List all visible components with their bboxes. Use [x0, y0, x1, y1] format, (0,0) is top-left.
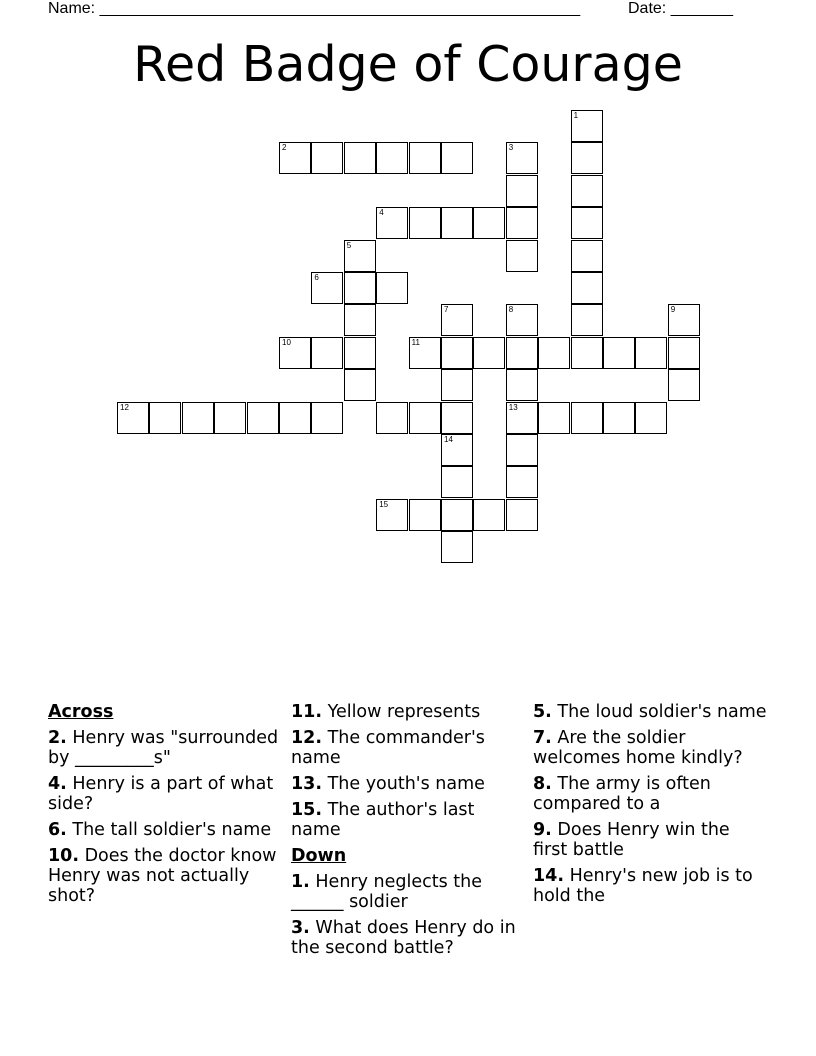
clue-item [291, 774, 527, 794]
clue-text: The author's last name [291, 800, 475, 840]
grid-cell[interactable] [149, 402, 181, 434]
grid-cell[interactable] [571, 175, 603, 207]
grid-cell[interactable] [279, 142, 311, 174]
grid-cell[interactable] [441, 304, 473, 336]
grid-cell[interactable] [506, 499, 538, 531]
clue-text: What does Henry do in the second battle? [291, 918, 516, 958]
clue-item [533, 820, 769, 860]
grid-cell[interactable] [603, 402, 635, 434]
grid-cell[interactable] [409, 402, 441, 434]
cell-number: 9 [670, 305, 676, 315]
grid-cell[interactable] [344, 272, 376, 304]
clue-number: 1. [291, 872, 310, 892]
clue-item [48, 774, 284, 814]
grid-cell[interactable] [117, 402, 149, 434]
grid-cell[interactable] [409, 142, 441, 174]
cell-number: 1 [573, 111, 579, 120]
grid-cell[interactable] [409, 207, 441, 239]
grid-cell[interactable] [506, 369, 538, 401]
grid-cell[interactable] [376, 142, 408, 174]
grid-cell[interactable] [571, 337, 603, 369]
grid-cell[interactable] [441, 369, 473, 401]
grid-cell[interactable] [441, 207, 473, 239]
grid-cell[interactable] [506, 304, 538, 336]
clue-number: 6. [48, 820, 67, 840]
grid-cell[interactable] [571, 240, 603, 272]
cell-number: 7 [444, 305, 449, 315]
clue-number: 11. [291, 702, 323, 722]
grid-cell[interactable] [473, 499, 505, 531]
grid-cell[interactable] [441, 434, 473, 466]
grid-cell[interactable] [441, 531, 473, 563]
grid-cell[interactable] [635, 402, 667, 434]
grid-cell[interactable] [311, 337, 343, 369]
clue-text: Does Henry win the first battle [533, 820, 730, 860]
cell-number: 12 [120, 402, 129, 412]
grid-cell[interactable] [409, 337, 441, 369]
clue-column-1 [48, 702, 284, 912]
clue-item [291, 800, 527, 840]
clue-number: 9. [533, 820, 552, 840]
grid-cell[interactable] [506, 240, 538, 272]
clue-number: 15. [291, 800, 323, 820]
clue-text: Are the soldier welcomes home kindly? [533, 728, 743, 768]
clue-number: 12. [291, 728, 323, 748]
grid-cell[interactable] [247, 402, 279, 434]
clue-item [533, 774, 769, 814]
grid-cell[interactable] [571, 110, 603, 142]
clue-section-heading: Across [48, 702, 114, 722]
grid-cell[interactable] [506, 466, 538, 498]
cell-number: 8 [508, 305, 514, 315]
clue-number: 14. [533, 866, 565, 886]
clue-number: 13. [291, 774, 323, 794]
grid-cell[interactable] [668, 304, 700, 336]
date-field-label[interactable]: Date: _______ [628, 0, 733, 17]
grid-cell[interactable] [538, 337, 570, 369]
grid-cell[interactable] [311, 142, 343, 174]
grid-cell[interactable] [311, 402, 343, 434]
grid-cell[interactable] [571, 402, 603, 434]
grid-cell[interactable] [214, 402, 246, 434]
clue-text: Henry is a part of what side? [48, 774, 274, 814]
grid-cell[interactable] [635, 337, 667, 369]
grid-cell[interactable] [603, 337, 635, 369]
cell-number: 14 [444, 435, 453, 444]
grid-cell[interactable] [538, 402, 570, 434]
grid-cell[interactable] [571, 142, 603, 174]
cell-number: 3 [508, 143, 514, 153]
clue-text: The youth's name [322, 774, 485, 794]
clue-item [533, 866, 769, 906]
clue-item [291, 872, 527, 912]
clue-text: Henry's new job is to hold the [533, 866, 753, 906]
grid-cell[interactable] [441, 466, 473, 498]
grid-cell[interactable] [473, 207, 505, 239]
grid-cell[interactable] [376, 499, 408, 531]
clue-number: 4. [48, 774, 67, 794]
grid-cell[interactable] [344, 240, 376, 272]
grid-cell[interactable] [441, 499, 473, 531]
cell-number: 4 [379, 208, 384, 218]
clue-text: Yellow represents [322, 702, 481, 722]
clue-item [291, 702, 527, 722]
cell-number: 11 [411, 337, 420, 347]
clue-text: The loud soldier's name [551, 702, 767, 722]
page-title: Red Badge of Courage [133, 36, 683, 93]
cell-number: 13 [508, 402, 518, 412]
clue-item [291, 918, 527, 958]
clue-text: Henry neglects the ______ soldier [291, 872, 482, 912]
grid-cell[interactable] [441, 142, 473, 174]
grid-cell[interactable] [182, 402, 214, 434]
grid-cell[interactable] [441, 402, 473, 434]
grid-cell[interactable] [311, 272, 343, 304]
clue-text: Henry was "surrounded by _________s" [48, 728, 279, 768]
grid-cell[interactable] [571, 207, 603, 239]
cell-number: 6 [314, 273, 319, 282]
grid-cell[interactable] [409, 499, 441, 531]
grid-cell[interactable] [279, 402, 311, 434]
grid-cell[interactable] [344, 337, 376, 369]
name-field-label[interactable]: Name: ______________________________________________________ [48, 0, 581, 17]
clue-text: The commander's name [291, 728, 485, 768]
cell-number: 5 [346, 240, 352, 250]
grid-cell[interactable] [344, 142, 376, 174]
clue-column-2 [291, 702, 527, 964]
clue-section-heading: Down [291, 846, 347, 866]
clue-item [48, 846, 284, 906]
grid-cell[interactable] [571, 272, 603, 304]
clue-item [533, 702, 769, 722]
grid-cell[interactable] [506, 207, 538, 239]
grid-cell[interactable] [376, 207, 408, 239]
clue-number: 3. [291, 918, 310, 938]
grid-cell[interactable] [571, 304, 603, 336]
grid-cell[interactable] [441, 337, 473, 369]
grid-cell[interactable] [473, 337, 505, 369]
grid-cell[interactable] [506, 142, 538, 174]
clue-number: 5. [533, 702, 552, 722]
clue-text: The tall soldier's name [66, 820, 272, 840]
grid-cell[interactable] [668, 337, 700, 369]
clue-number: 10. [48, 846, 80, 866]
clue-number: 8. [533, 774, 552, 794]
grid-cell[interactable] [506, 402, 538, 434]
cell-number: 10 [282, 337, 291, 347]
cell-number: 15 [379, 499, 389, 509]
grid-cell[interactable] [506, 337, 538, 369]
grid-cell[interactable] [506, 434, 538, 466]
cell-number: 2 [282, 143, 287, 153]
grid-cell[interactable] [279, 337, 311, 369]
grid-cell[interactable] [376, 272, 408, 304]
clue-text: Does the doctor know Henry was not actually shot? [48, 846, 277, 906]
clue-item [533, 728, 769, 768]
clue-item [291, 728, 527, 768]
clue-text: The army is often compared to a [533, 774, 711, 814]
grid-cell[interactable] [344, 304, 376, 336]
clue-item [48, 728, 284, 768]
grid-cell[interactable] [376, 402, 408, 434]
grid-cell[interactable] [344, 369, 376, 401]
clue-item [48, 820, 284, 840]
clue-number: 2. [48, 728, 67, 748]
clue-number: 7. [533, 728, 552, 748]
clue-column-3 [533, 702, 769, 912]
grid-cell[interactable] [668, 369, 700, 401]
grid-cell[interactable] [506, 175, 538, 207]
